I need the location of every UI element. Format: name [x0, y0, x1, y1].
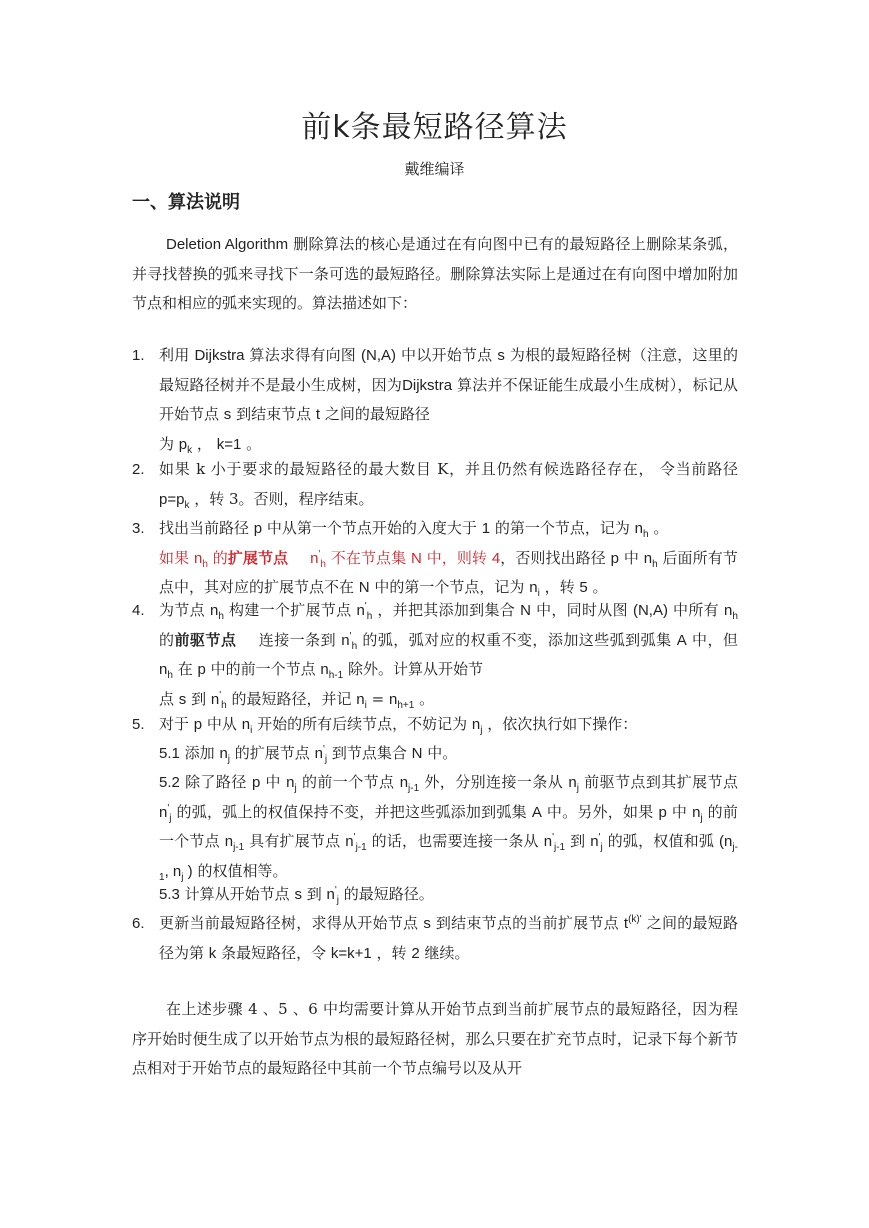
document-title: 前k条最短路径算法: [301, 110, 568, 145]
highlight-text: 如果 $n_h$ 的扩展节点 $n'_h$ 不在节点集 N 中，则转 4: [159, 548, 501, 570]
step-5-2: 5.2 除了路径 p 中 $n_j$ 的前一个节点 $n_{j-1}$ 外，分别连接一条从 $n_j$ 前驱节点到其扩展节点 $n'_j$ 的弧，弧上的权值保持不变，并把这些弧添加到弧集 A 中。另外，如果 p 中 $n_j$ 的前一个节点 $n_{j-1}$ 具有扩展节点 $n'_{j-1}$ 的话，也需要连接一条从 $n'_{j-1}$ 到 $n'_j$ 的弧，权值和弧 ($n_{j-1}$, $n_j$ ) 的权值相等。: [159, 773, 738, 883]
intro-paragraph: Deletion Algorithm 删除算法的核心是通过在有向图中已有的最短路径上删除某条弧，并寻找替换的弧来寻找下一条可选的最短路径。删除算法实际上是通过在有向图中增加附加节点和相应的弧来实现的。算法描述如下：: [132, 235, 738, 312]
step-3: 3. 找出当前路径 p 中从第一个节点开始的入度大于 1 的第一个节点，记为 $n_h$ 。 如果 $n_h$ 的扩展节点 $n'_h$ 不在节点集 N 中，则转 4，否则找出路径 p 中 $n_h$ 后面所有节点中，其对应的扩展节点不在 N 中的第一个节点，记为 $n_i$ ，转 5 。: [132, 519, 738, 599]
step-2: 2. 如果 k 小于要求的最短路径的最大数目 K，并且仍然有候选路径存在， 令当前路径$p=p_k$ ，转 3。否则，程序结束。: [132, 460, 738, 511]
step-5-1: 5.1 添加 $n_j$ 的扩展节点 $n'_j$ 到节点集合 N 中。: [159, 744, 458, 765]
step-1: 1. 利用 Dijkstra 算法求得有向图 (N,A) 中以开始节点 s 为根的最短路径树（注意，这里的最短路径树并不是最小生成树，因为Dijkstra 算法并不保证能生成最小生成树），标记从开始节点 s 到结束节点 t 之间的最短路径 为 $p_k$ ， k=1 。: [132, 346, 738, 456]
document-author: 戴维编译: [404, 160, 465, 178]
step-5-3: 5.3 计算从开始节点 s 到 $n'_j$ 的最短路径。: [159, 885, 434, 906]
step-6: 6. 更新当前最短路径树，求得从开始节点 s 到结束节点的当前扩展节点 $t^{(k)'}$ 之间的最短路径为第 k 条最短路径，令 k=k+1 ，转 2 继续。: [132, 914, 738, 962]
section-heading: 一、算法说明: [132, 192, 240, 213]
step-5: 5. 对于 p 中从 $n_i$ 开始的所有后续节点，不妨记为 $n_j$ ，依次执行如下操作：: [132, 715, 638, 736]
closing-paragraph: 在上述步骤 4 、5 、6 中均需要计算从开始节点到当前扩展节点的最短路径，因为程序开始时便生成了以开始节点为根的最短路径树，那么只要在扩充节点时，记录下每个新节点相对于开始节点的最短路径中其前一个节点编号以及从开: [132, 1000, 738, 1077]
step-4: 4. 为节点 $n_h$ 构建一个扩展节点 $n'_h$ ，并把其添加到集合 N 中，同时从图 (N,A) 中所有 $n_h$ 的前驱节点 连接一条到 $n'_h$ 的弧，弧对应的权重不变，添加这些弧到弧集 A 中，但 $n_h$ 在 p 中的前一个节点 $n_{h-1}$ 除外。计算从开始节 点 s 到 $n'_h$ 的最短路径，并记 $n_i = n_{h+1}$ 。: [132, 601, 738, 711]
